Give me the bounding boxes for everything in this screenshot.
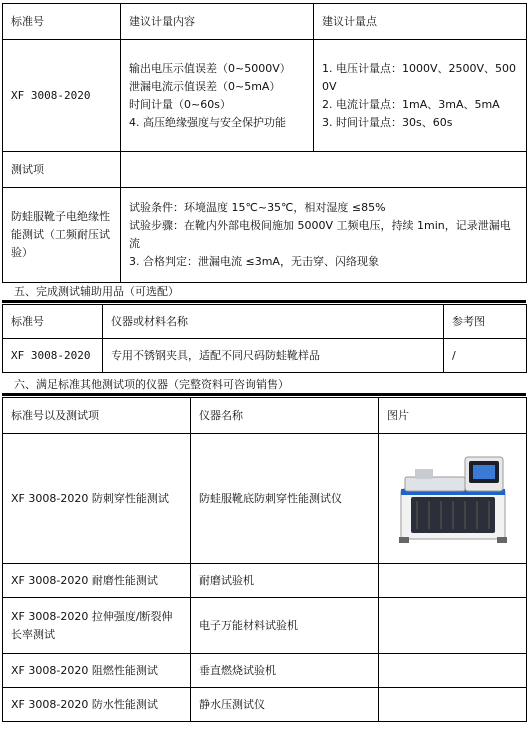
metrology-content	[121, 40, 314, 152]
section-six-title: 六、满足标准其他测试项的仪器（完整资料可咨询销售）	[14, 378, 289, 391]
reference-image: /	[444, 339, 527, 373]
row-image	[379, 434, 527, 564]
table-row	[3, 598, 527, 654]
row-instrument: 静水压测试仪	[191, 688, 379, 722]
row-standard: XF 3008-2020 阻燃性能测试	[3, 654, 191, 688]
test-name: 防蛙服靴子电绝缘性能测试（工频耐压试验）	[3, 188, 121, 283]
header-points: 建议计量点	[314, 4, 527, 40]
row-image	[379, 654, 527, 688]
header-standard-test: 标准号以及测试项	[3, 398, 191, 434]
row-standard: XF 3008-2020 防刺穿性能测试	[3, 434, 191, 564]
row-standard: XF 3008-2020 拉伸强度/断裂伸长率测试	[3, 598, 191, 654]
puncture-tester-image	[395, 449, 511, 549]
header-instrument: 仪器名称	[191, 398, 379, 434]
row-image	[379, 598, 527, 654]
header-reference: 参考图	[444, 305, 527, 339]
section-five-title: 五、完成测试辅助用品（可选配）	[14, 285, 179, 298]
point-line: 2. 电流计量点：1mA、3mA、5mA	[322, 97, 500, 111]
row-standard: XF 3008-2020 耐磨性能测试	[3, 564, 191, 598]
table-row	[3, 688, 527, 722]
content-line: 时间计量（0~60s）	[129, 97, 231, 111]
content-line: 输出电压示值误差（0~5000V）	[129, 61, 291, 75]
row-instrument: 电子万能材料试验机	[191, 598, 379, 654]
row-instrument: 防蛙服靴底防刺穿性能测试仪	[191, 434, 379, 564]
content-line: 泄漏电流示值误差（0~5mA）	[129, 79, 281, 93]
standard-number: XF 3008-2020	[3, 339, 103, 373]
row-instrument: 垂直燃烧试验机	[191, 654, 379, 688]
row-instrument: 耐磨试验机	[191, 564, 379, 598]
test-line: 试验步骤：在靴内外部电极间施加 5000V 工频电压，持续 1min，记录泄漏电流	[129, 219, 511, 250]
header-standard: 标准号	[3, 4, 121, 40]
content-line: 4. 高压绝缘强度与安全保护功能	[129, 115, 286, 129]
test-item-label: 测试项	[3, 152, 121, 188]
header-standard: 标准号	[3, 305, 103, 339]
test-description	[121, 188, 527, 283]
metrology-table	[2, 3, 527, 283]
table-row	[3, 654, 527, 688]
header-image: 图片	[379, 398, 527, 434]
instruments-table	[2, 397, 527, 722]
point-line: 3. 时间计量点：30s、60s	[322, 115, 453, 129]
point-line: 1. 电压计量点：1000V、2500V、5000V	[322, 61, 517, 93]
accessory-name: 专用不锈钢夹具，适配不同尺码防蛙靴样品	[103, 339, 444, 373]
section-divider	[2, 393, 526, 396]
section-divider	[2, 300, 526, 303]
standard-number: XF 3008-2020	[3, 40, 121, 152]
accessories-table	[2, 304, 527, 373]
header-content: 建议计量内容	[121, 4, 314, 40]
row-image	[379, 688, 527, 722]
table-row	[3, 434, 527, 564]
row-image	[379, 564, 527, 598]
row-standard: XF 3008-2020 防水性能测试	[3, 688, 191, 722]
test-item-empty	[121, 152, 527, 188]
header-name: 仪器或材料名称	[103, 305, 444, 339]
table-row	[3, 564, 527, 598]
test-line: 试验条件：环境温度 15℃~35℃，相对湿度 ≤85%	[129, 201, 386, 214]
test-line: 3. 合格判定：泄漏电流 ≤3mA，无击穿、闪络现象	[129, 255, 379, 268]
metrology-points	[314, 40, 527, 152]
